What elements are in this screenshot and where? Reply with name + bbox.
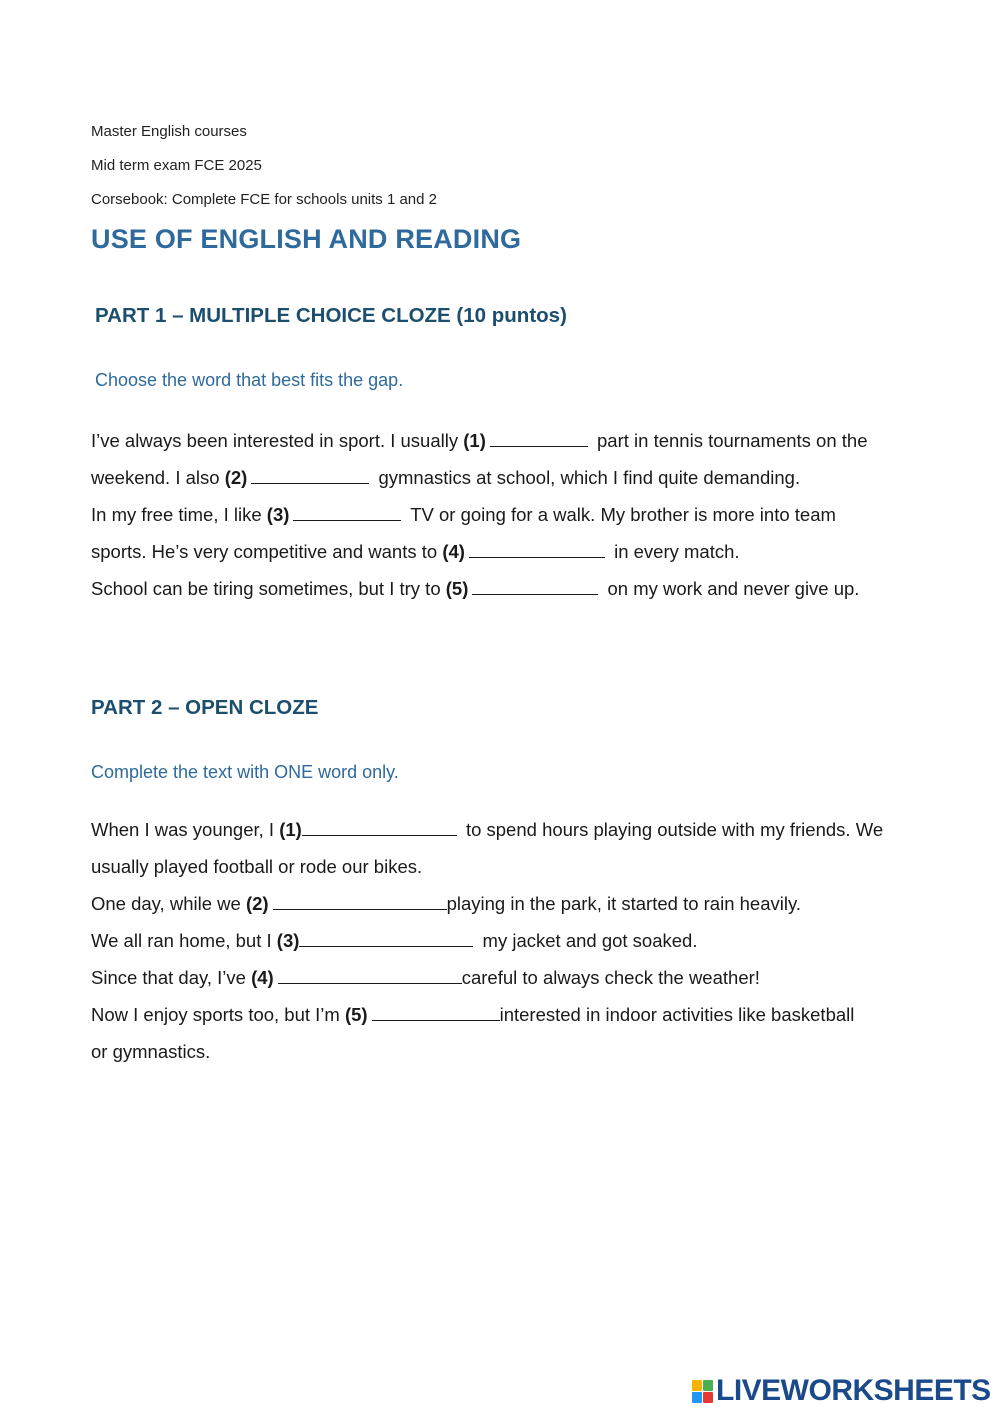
text: weekend. I also bbox=[91, 467, 225, 488]
answer-gap-1[interactable] bbox=[302, 821, 457, 836]
logo-square bbox=[703, 1392, 713, 1403]
text: sports. He’s very competitive and wants to bbox=[91, 541, 443, 562]
answer-gap-1[interactable] bbox=[490, 432, 588, 447]
part2-line-5 bbox=[91, 967, 921, 989]
gap-number: (3) bbox=[266, 504, 290, 525]
part1-line-4 bbox=[91, 541, 921, 563]
text: One day, while we bbox=[91, 893, 246, 914]
gap-number: (1) bbox=[279, 819, 302, 840]
part1-title: PART 1 – MULTIPLE CHOICE CLOZE (10 puntos) bbox=[95, 304, 567, 327]
part2-line-3 bbox=[91, 893, 921, 915]
logo-square bbox=[692, 1380, 702, 1391]
text: my jacket and got soaked. bbox=[477, 930, 698, 951]
answer-gap-3[interactable] bbox=[299, 932, 473, 947]
part2-line-6 bbox=[91, 1004, 921, 1026]
text: part in tennis tournaments on the bbox=[591, 430, 868, 451]
text: We all ran home, but I bbox=[91, 930, 277, 951]
part2-line-1 bbox=[91, 819, 921, 841]
text: I’ve always been interested in sport. I usually bbox=[91, 430, 464, 451]
text: TV or going for a walk. My brother is more into team bbox=[405, 504, 836, 525]
part2-instruction: Complete the text with ONE word only. bbox=[91, 762, 399, 782]
text: interested in indoor activities like basketball bbox=[499, 1004, 855, 1025]
gap-number: (2) bbox=[245, 893, 269, 914]
answer-gap-4[interactable] bbox=[278, 969, 462, 984]
answer-gap-5[interactable] bbox=[372, 1006, 500, 1021]
text: Now I enjoy sports too, but I’m bbox=[91, 1004, 345, 1025]
gap-number: (1) bbox=[463, 430, 486, 451]
logo-square bbox=[692, 1392, 702, 1403]
part2-line-7 bbox=[91, 1041, 921, 1063]
coursebook-name: Corsebook: Complete FCE for schools units 1 and 2 bbox=[91, 191, 438, 208]
logo-text: LIVEWORKSHEETS bbox=[716, 1374, 991, 1407]
gap-number: (3) bbox=[276, 930, 300, 951]
text: in every match. bbox=[608, 541, 740, 562]
part1-line-1 bbox=[91, 430, 921, 452]
answer-gap-3[interactable] bbox=[293, 506, 401, 521]
logo-grid-icon bbox=[692, 1380, 713, 1403]
text: When I was younger, I bbox=[91, 819, 280, 840]
part1-instruction: Choose the word that best fits the gap. bbox=[95, 370, 404, 390]
page-title: USE OF ENGLISH AND READING bbox=[91, 224, 522, 254]
exam-name: Mid term exam FCE 2025 bbox=[91, 157, 262, 174]
part2-line-2 bbox=[91, 856, 921, 878]
text: gymnastics at school, which I find quite demanding. bbox=[373, 467, 801, 488]
answer-gap-2[interactable] bbox=[273, 895, 447, 910]
text: Since that day, I’ve bbox=[91, 967, 252, 988]
gap-number: (2) bbox=[224, 467, 248, 488]
gap-number: (4) bbox=[442, 541, 465, 562]
part2-title: PART 2 – OPEN CLOZE bbox=[91, 696, 319, 719]
part1-line-2 bbox=[91, 467, 921, 489]
text: to spend hours playing outside with my friends. We bbox=[460, 819, 884, 840]
text: careful to always check the weather! bbox=[461, 967, 760, 988]
text: School can be tiring sometimes, but I try to bbox=[91, 578, 446, 599]
course-name: Master English courses bbox=[91, 123, 247, 140]
text: In my free time, I like bbox=[91, 504, 267, 525]
part1-line-3 bbox=[91, 504, 921, 526]
logo-square bbox=[703, 1380, 713, 1391]
text: on my work and never give up. bbox=[602, 578, 860, 599]
liveworksheets-logo[interactable] bbox=[692, 1374, 991, 1408]
text: usually played football or rode our bikes. bbox=[91, 856, 423, 877]
part1-line-5 bbox=[91, 578, 921, 600]
answer-gap-5[interactable] bbox=[472, 580, 598, 595]
gap-number: (5) bbox=[344, 1004, 368, 1025]
text: playing in the park, it started to rain heavily. bbox=[446, 893, 801, 914]
gap-number: (5) bbox=[445, 578, 469, 599]
answer-gap-4[interactable] bbox=[469, 543, 605, 558]
answer-gap-2[interactable] bbox=[251, 469, 369, 484]
text: or gymnastics. bbox=[91, 1041, 211, 1062]
part2-line-4 bbox=[91, 930, 921, 952]
gap-number: (4) bbox=[251, 967, 274, 988]
